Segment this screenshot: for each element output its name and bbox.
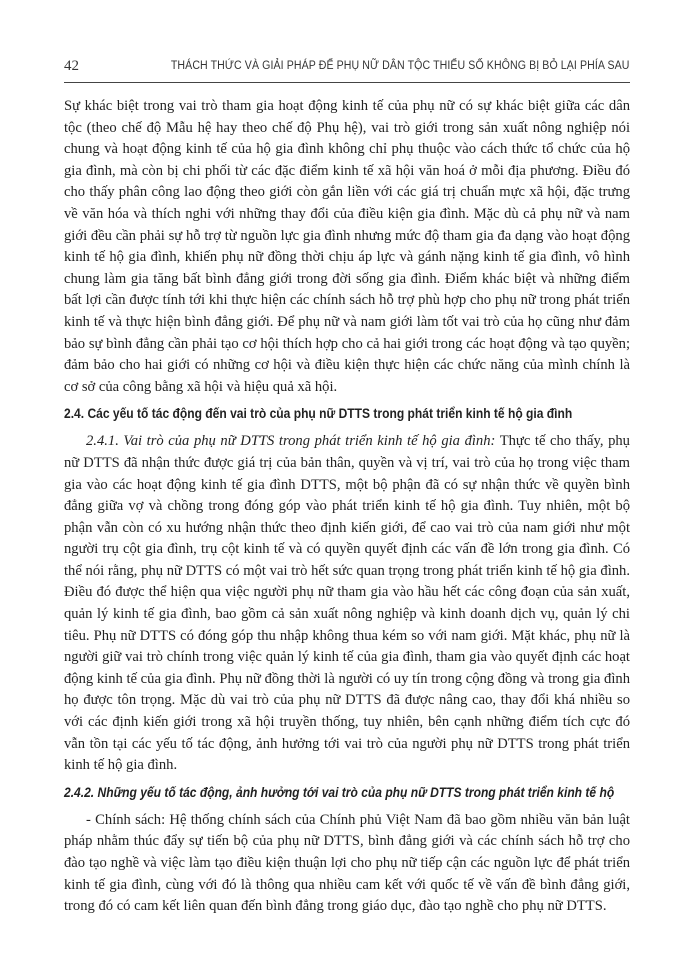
body-paragraph: Sự khác biệt trong vai trò tham gia hoạt động kinh tế của phụ nữ có sự khác biệt giữa các dân tộc (theo chế độ Mẫu hệ hay theo chế độ Phụ hệ), vai trò giới trong sản xuất nông nghiệp nói chung và hoạt động kinh tế của hộ gia đình không chỉ phụ thuộc vào cách thức tổ chức của hộ gia đình, mà còn bị chi phối từ các đặc điểm kinh tế xã hội văn hoá ở mỗi địa phương. Điều đó cho thấy phân công lao động theo giới còn gắn liền với các giá trị chuẩn mực xã hội, đặc trưng về văn hóa và thích nghi với những thay đổi của điều kiện gia đình. Mặc dù cả phụ nữ và nam giới đều cần phải sự hỗ trợ từ nguồn lực gia đình nhưng mức độ tham gia đa dạng vào hoạt động kinh tế hộ gia đình, khiến phụ nữ đồng thời chịu áp lực và gánh nặng kinh tế gia đình, vô hình chung làm gia tăng bất bình đẳng giới trong đời sống gia đình. Điểm khác biệt và những điểm bất lợi cần được tính tới khi thực hiện các chính sách hỗ trợ phù hợp cho phụ nữ trong phát triển kinh tế và thực hiện bình đẳng giới. Để phụ nữ và nam giới làm tốt vai trò của họ cũng như đảm bảo sự bình đẳng cần phải tạo cơ hội thích hợp cho cả hai giới trong các hoạt động và tạo quyền; đảm bảo cho hai giới có những cơ hội và điều kiện thực hiện các chức năng của mình chính là cơ sở của công bằng xã hội và hiệu quả xã hội. <box>64 98 630 395</box>
page-body <box>64 96 630 918</box>
running-title: THÁCH THỨC VÀ GIẢI PHÁP ĐỂ PHỤ NỮ DÂN TỘC THIỂU SỐ KHÔNG BỊ BỎ LẠI PHÍA SAU <box>171 60 630 72</box>
page-header <box>64 58 630 80</box>
header-rule <box>64 82 630 83</box>
subsection-lead: 2.4.1. Vai trò của phụ nữ DTTS trong phát triển kinh tế hộ gia đình: <box>86 433 496 450</box>
paragraph-text: Thực tế cho thấy, phụ nữ DTTS đã nhận thức được giá trị của bản thân, quyền và vị trí, vai trò của họ trong việc tham gia vào các hoạt động kinh tế gia đình DTTS, một bộ phận đã có sự nhận thức về quyền bình đẳng giữa vợ và chồng trong đóng góp vào phát triển kinh tế hộ gia đình. Tuy nhiên, một bộ phận vẫn còn có xu hướng nhận thức theo định kiến giới, để cao vai trò của nam giới như một người trụ cột gia đình, trụ cột kinh tế và có quyền quyết định các vấn đề lớn trong gia đình. Có thể nói rằng, phụ nữ DTTS có một vai trò hết sức quan trọng trong phát triển kinh tế hộ gia đình. Điều đó được thể hiện qua việc người phụ nữ tham gia vào hầu hết các công đoạn của sản xuất, quản lý kinh tế gia đình, bao gồm cả sản xuất nông nghiệp và kinh doanh dịch vụ, quản lý chi tiêu. Phụ nữ DTTS có đóng góp thu nhập không thua kém so với nam giới. Mặt khác, phụ nữ là người giữ vai trò chính trong việc quản lý kinh tế của gia đình, tham gia vào quyết định các hoạt động kinh tế của gia đình. Phụ nữ đồng thời là người có uy tín trong cộng đồng và trong gia đình họ được tôn trọng. Mặc dù vai trò của phụ nữ DTTS đã được nâng cao, thay đổi khá nhiều so với các định kiến giới trong xã hội truyền thống, tuy nhiên, bên cạnh những điểm tích cực đó vẫn tồn tại các yếu tố tác động, ảnh hưởng tới vai trò của người phụ nữ DTTS trong phát triển kinh tế hộ gia đình. <box>64 433 630 774</box>
subsection-heading: 2.4.2. Những yếu tố tác động, ảnh hưởng tới vai trò của phụ nữ DTTS trong phát triển kinh tế hộ <box>64 784 615 800</box>
body-paragraph <box>64 431 630 777</box>
body-paragraph: - Chính sách: Hệ thống chính sách của Chính phủ Việt Nam đã bao gồm nhiều văn bản luật pháp nhằm thúc đẩy sự tiến bộ của phụ nữ DTTS, bình đẳng giới và các chính sách hỗ trợ cho đào tạo nghề và việc làm tạo điều kiện thuận lợi cho phụ nữ tiếp cận các nguồn lực để phát triển kinh tế gia đình, cùng với đó là thông qua nhiều cam kết với quốc tế về vấn đề bình đẳng giới, trong đó có cam kết liên quan đến bình đẳng trong giáo dục, đào tạo nghề cho phụ nữ DTTS. <box>64 811 630 915</box>
page-number: 42 <box>64 58 79 74</box>
section-heading: 2.4. Các yếu tố tác động đến vai trò của phụ nữ DTTS trong phát triển kinh tế hộ gia đình <box>64 406 573 422</box>
